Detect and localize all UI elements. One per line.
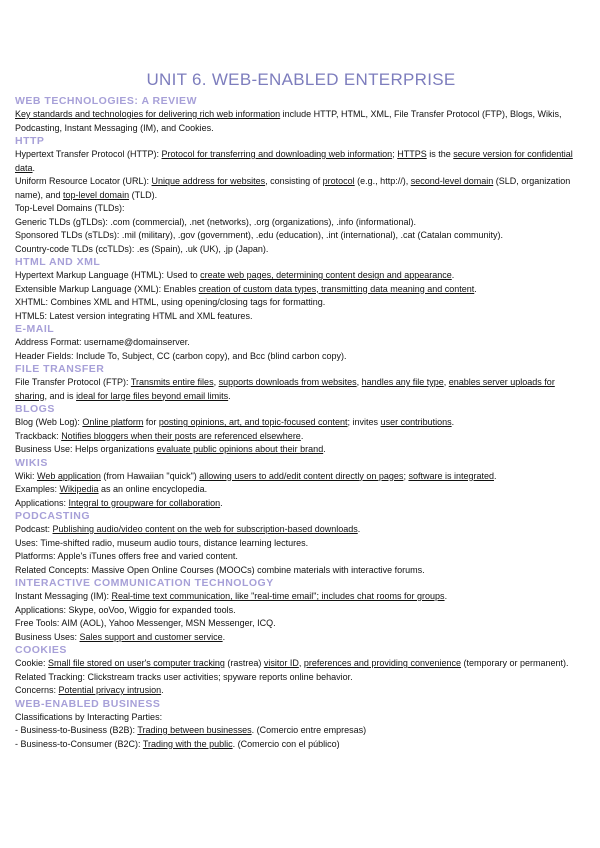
paragraph-line: [15, 497, 587, 511]
underlined-text: Unique address for websites: [151, 176, 266, 186]
paragraph-line: [15, 657, 587, 671]
text-segment: (rastrea): [224, 658, 264, 668]
text-segment: .: [323, 444, 326, 454]
text-segment: Examples:: [15, 484, 60, 494]
text-segment: Hypertext Markup Language (HTML): Used to: [15, 270, 201, 280]
text-segment: Uses: Time-shifted radio, museum audio tours, distance learning lectures.: [15, 537, 309, 548]
paragraph-line: [15, 590, 587, 604]
underlined-text: user contributions: [380, 417, 452, 427]
underlined-text: protocol: [322, 176, 355, 186]
underlined-text: create web pages, determining content design and appearance: [200, 270, 452, 280]
text-segment: . (Comercio entre empresas): [251, 725, 367, 735]
text-segment: (temporary or permanent).: [460, 658, 569, 668]
paragraph-line: [15, 336, 587, 350]
text-segment: .: [220, 497, 223, 508]
text-segment: Uniform Resource Locator (URL):: [15, 176, 152, 186]
paragraph-line: [15, 416, 587, 430]
text-segment: - Business-to-Business (B2B):: [15, 725, 138, 735]
section-heading: E-MAIL: [15, 323, 55, 335]
paragraph-line: [15, 738, 587, 752]
text-segment: ;: [392, 149, 398, 159]
text-segment: Platforms: Apple's iTunes offers free and varied content.: [15, 551, 238, 561]
paragraph-line: [15, 350, 587, 364]
paragraph-line: [15, 310, 587, 324]
text-segment: include HTTP, HTML, XML, File Transfer Protocol (FTP), Blogs, Wikis, Podcasting, Instant Messaging (IM), and Cookies.: [15, 109, 562, 133]
underlined-text: Wikipedia: [59, 484, 99, 494]
paragraph-line: [15, 229, 587, 243]
paragraph-line: [15, 376, 587, 403]
text-segment: ,: [213, 377, 219, 387]
section-heading: PODCASTING: [15, 510, 91, 522]
underlined-text: Key standards and technologies for delivering rich web information: [15, 109, 281, 119]
section-heading: FILE TRANSFER: [15, 363, 105, 375]
paragraph-line: [15, 443, 587, 457]
underlined-text: HTTPS: [397, 149, 427, 159]
underlined-text: Web application: [37, 470, 101, 481]
paragraph-line: [15, 430, 587, 444]
text-segment: Header Fields: Include To, Subject, CC (carbon copy), and Bcc (blind carbon copy).: [15, 350, 347, 361]
paragraph-line: [15, 483, 587, 497]
underlined-text: allowing users to add/edit content directly on pages: [199, 470, 404, 481]
text-segment: Business Use: Helps organizations: [15, 444, 157, 454]
underlined-text: top-level domain: [63, 189, 130, 200]
text-segment: .: [300, 430, 304, 441]
text-segment: Classifications by Interacting Parties:: [15, 711, 163, 722]
text-segment: Wiki:: [15, 470, 37, 481]
text-segment: Extensible Markup Language (XML): Enables: [15, 283, 199, 294]
text-segment: (e.g., http://),: [354, 176, 411, 186]
document-page: [15, 70, 587, 751]
text-segment: Hypertext Transfer Protocol (HTTP):: [15, 149, 162, 159]
paragraph-line: [15, 724, 587, 738]
section-heading: INTERACTIVE COMMUNICATION TECHNOLOGY: [15, 577, 274, 589]
text-segment: .: [494, 470, 497, 481]
underlined-text: Potential privacy intrusion: [58, 685, 162, 695]
underlined-text: Notifies bloggers when their posts are referenced elsewhere: [61, 430, 301, 441]
underlined-text: supports downloads from websites: [218, 377, 357, 387]
text-segment: Free Tools: AIM (AOL), Yahoo Messenger, MSN Messenger, ICQ.: [15, 618, 276, 628]
underlined-text: posting opinions, art, and topic-focused content: [158, 417, 348, 427]
text-segment: XHTML: Combines XML and HTML, using opening/closing tags for formatting.: [15, 297, 326, 307]
paragraph-line: [15, 202, 587, 216]
paragraph-line: [15, 684, 587, 698]
text-segment: Related Tracking: Clickstream tracks user activities; spyware reports online behavior.: [15, 671, 353, 682]
text-segment: .: [228, 390, 231, 401]
underlined-text: handles any file type: [361, 377, 444, 387]
text-segment: , and is: [44, 390, 77, 401]
page-title: UNIT 6. WEB-ENABLED ENTERPRISE: [146, 70, 456, 89]
text-segment: .: [444, 591, 448, 601]
paragraph-line: [15, 175, 587, 202]
text-segment: .: [451, 417, 455, 427]
paragraph-line: [15, 108, 587, 135]
paragraph-line: [15, 564, 587, 578]
underlined-text: preferences and providing convenience: [303, 658, 461, 668]
text-segment: (from Hawaiian "quick"): [100, 470, 200, 481]
underlined-text: software is integrated: [408, 470, 494, 481]
paragraph-line: [15, 711, 587, 725]
text-segment: Trackback:: [15, 430, 62, 441]
paragraph-line: [15, 148, 587, 175]
text-segment: ,: [443, 377, 449, 387]
text-segment: .: [222, 631, 226, 642]
underlined-text: second-level domain: [410, 176, 494, 186]
text-segment: ,: [356, 377, 362, 387]
underlined-text: visitor ID: [263, 658, 299, 668]
text-segment: .: [32, 162, 36, 173]
text-segment: Sponsored TLDs (sTLDs): .mil (military), .gov (government), .edu (education), .int (international), .cat (Catalan community).: [15, 230, 504, 240]
text-segment: Generic TLDs (gTLDs): .com (commercial), .net (networks), .org (organizations), .info (informational).: [15, 216, 416, 227]
text-segment: (SLD, organization name), and: [15, 176, 571, 200]
text-segment: HTML5: Latest version integrating HTML and XML features.: [15, 310, 253, 321]
underlined-text: Publishing audio/video content on the web for subscription-based downloads: [52, 524, 358, 534]
text-segment: is the: [426, 149, 454, 159]
paragraph-line: [15, 296, 587, 310]
text-segment: Applications: Skype, ooVoo, Wiggio for expanded tools.: [15, 604, 236, 615]
underlined-text: Real-time text communication, like "real-time email"; includes chat rooms for groups: [111, 591, 445, 601]
text-segment: .: [474, 283, 477, 294]
paragraph-line: [15, 283, 587, 297]
paragraph-line: [15, 269, 587, 283]
text-segment: ;: [403, 470, 409, 481]
paragraph-line: [15, 671, 587, 685]
paragraph-line: [15, 631, 587, 645]
paragraph-line: [15, 550, 587, 564]
text-segment: for: [143, 417, 159, 427]
section-heading: HTML AND XML: [15, 256, 101, 268]
paragraph-line: [15, 523, 587, 537]
text-segment: Applications:: [15, 497, 69, 508]
underlined-text: evaluate public opinions about their brand: [156, 444, 324, 454]
paragraph-line: [15, 617, 587, 631]
text-segment: Concerns:: [15, 685, 59, 695]
text-segment: - Business-to-Consumer (B2C):: [15, 738, 143, 749]
section-heading: COOKIES: [15, 644, 67, 656]
text-segment: as an online encyclopedia.: [98, 484, 208, 494]
underlined-text: enables server uploads for sharing: [15, 377, 555, 401]
underlined-text: Integral to groupware for collaboration: [68, 497, 221, 508]
document-body: [15, 95, 587, 751]
underlined-text: Online platform: [82, 417, 144, 427]
paragraph-line: [15, 604, 587, 618]
section-heading: WEB TECHNOLOGIES: A REVIEW: [15, 95, 197, 107]
text-segment: Country-code TLDs (ccTLDs): .es (Spain), .uk (UK), .jp (Japan).: [15, 243, 269, 254]
underlined-text: Small file stored on user's computer tracking: [48, 658, 225, 668]
section-heading: BLOGS: [15, 403, 55, 415]
paragraph-line: [15, 470, 587, 484]
text-segment: .: [451, 270, 455, 280]
text-segment: .: [357, 524, 361, 534]
text-segment: Related Concepts: Massive Open Online Courses (MOOCs) combine materials with interactive forums.: [15, 564, 425, 575]
text-segment: Business Uses:: [15, 631, 80, 642]
paragraph-line: [15, 537, 587, 551]
text-segment: Podcast:: [15, 524, 53, 534]
underlined-text: secure version for confidential data: [15, 149, 573, 173]
text-segment: (TLD).: [129, 189, 158, 200]
text-segment: ,: [298, 658, 304, 668]
underlined-text: Sales support and customer service: [79, 631, 223, 642]
section-heading: HTTP: [15, 135, 45, 147]
text-segment: . (Comercio con el público): [232, 738, 340, 749]
text-segment: , consisting of: [265, 176, 323, 186]
text-segment: Blog (Web Log):: [15, 417, 83, 427]
underlined-text: Trading with the public: [142, 738, 233, 749]
text-segment: .: [161, 685, 164, 695]
section-heading: WEB-ENABLED BUSINESS: [15, 697, 161, 710]
underlined-text: Protocol for transferring and downloading web information: [161, 149, 393, 159]
text-segment: Cookie:: [15, 658, 49, 668]
text-segment: Address Format: username@domainserver.: [15, 337, 190, 347]
paragraph-line: [15, 243, 587, 257]
paragraph-line: [15, 216, 587, 230]
underlined-text: Transmits entire files: [130, 377, 214, 387]
text-segment: Instant Messaging (IM):: [15, 591, 112, 601]
text-segment: ; invites: [347, 417, 381, 427]
underlined-text: creation of custom data types, transmitting data meaning and content: [198, 283, 475, 294]
underlined-text: Trading between businesses: [137, 725, 252, 735]
text-segment: File Transfer Protocol (FTP):: [15, 377, 131, 387]
underlined-text: ideal for large files beyond email limits: [76, 390, 229, 401]
section-heading: WIKIS: [15, 456, 48, 469]
text-segment: Top-Level Domains (TLDs):: [15, 203, 125, 213]
